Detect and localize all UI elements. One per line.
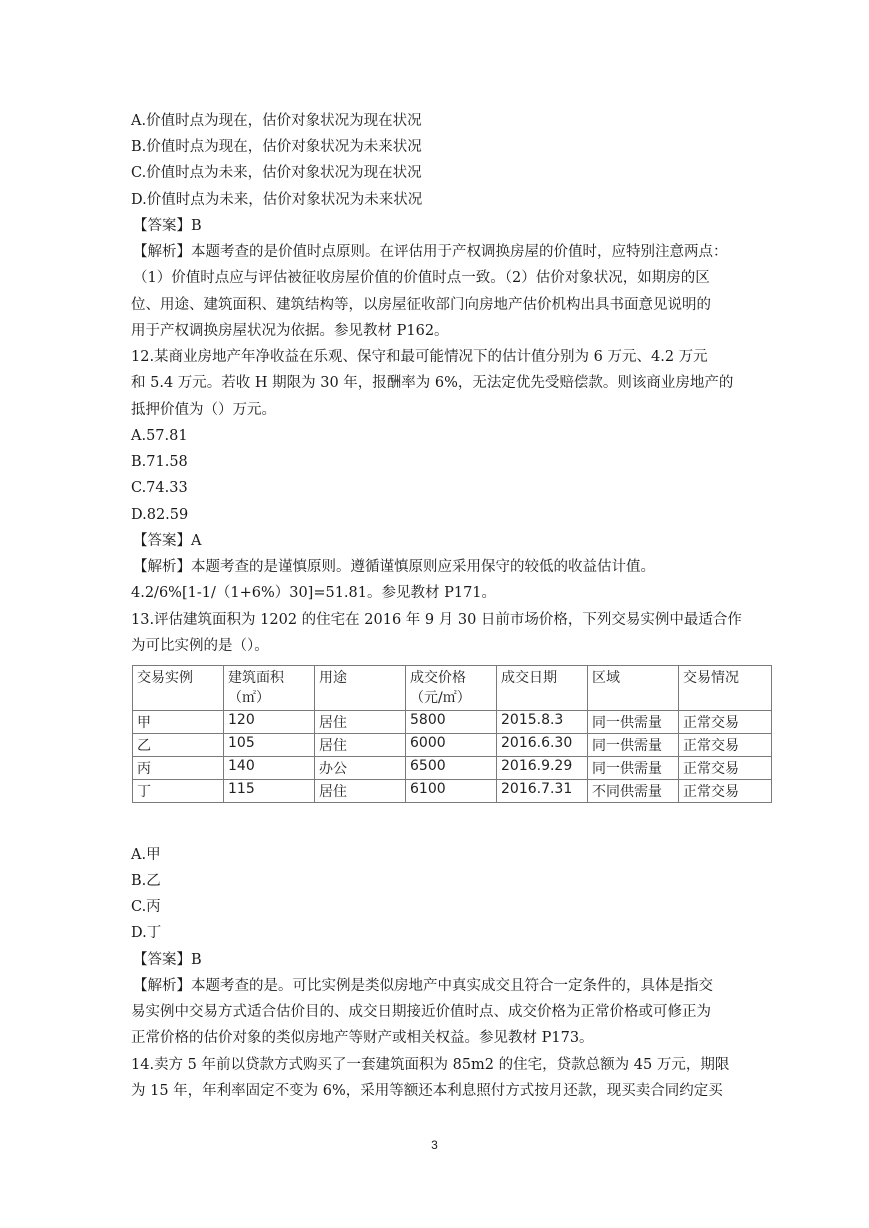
q11-option-c: C.价值时点为未来，估价对象状况为现在状况 (131, 165, 422, 181)
q12-stem-line: 和 5.4 万元。若收 H 期限为 30 年，报酬率为 6%，无法定优先受赔偿款。则该商业房地产的 (131, 375, 734, 391)
table-cell: 115 (224, 780, 315, 803)
q12-analysis-line: 【解析】本题考查的是谨慎原则。遵循谨慎原则应采用保守的较低的收益估计值。 (133, 559, 655, 575)
table-cell: 正常交易 (679, 711, 772, 734)
table-row (133, 780, 772, 803)
table-cell: 丁 (133, 780, 224, 803)
table-cell: 120 (224, 711, 315, 734)
table-cell: 不同供需量 (588, 780, 679, 803)
table-row (133, 734, 772, 757)
table-cell: 正常交易 (679, 780, 772, 803)
table-cell: 甲 (133, 711, 224, 734)
table-cell: 6000 (406, 734, 497, 757)
q12-analysis-line: 4.2/6%[1-1/（1+6%）30]=51.81。参见教材 P171。 (131, 585, 497, 601)
table-cell: 105 (224, 734, 315, 757)
table-cell: 乙 (133, 734, 224, 757)
q13-analysis-line: 正常价格的估价对象的类似房地产等财产或相关权益。参见教材 P173。 (131, 1030, 594, 1046)
q12-stem-line: 抵押价值为（）万元。 (131, 402, 276, 418)
q11-option-d: D.价值时点为未来，估价对象状况为未来状况 (131, 192, 423, 208)
col-header-date: 成交日期 (497, 666, 588, 711)
table-cell: 居住 (315, 734, 406, 757)
q11-analysis-line: （1）价值时点应与评估被征收房屋价值的价值时点一致。（2）估价对象状况，如期房的区 (133, 270, 710, 286)
table-cell: 5800 (406, 711, 497, 734)
table-cell: 2015.8.3 (497, 711, 588, 734)
table-header-row (133, 666, 772, 711)
q13-answer: 【答案】B (133, 952, 202, 968)
table-cell: 正常交易 (679, 757, 772, 780)
table-cell: 丙 (133, 757, 224, 780)
q11-option-b: B.价值时点为现在，估价对象状况为未来状况 (131, 139, 422, 155)
q12-option-a: A.57.81 (131, 428, 188, 444)
q14-stem-line: 14.卖方 5 年前以贷款方式购买了一套建筑面积为 85m2 的住宅，贷款总额为 45 万元，期限 (131, 1057, 730, 1073)
table-cell: 6100 (406, 780, 497, 803)
q12-answer: 【答案】A (133, 533, 202, 549)
table-cell: 同一供需量 (588, 757, 679, 780)
table-cell: 140 (224, 757, 315, 780)
q13-stem-line: 13.评估建筑面积为 1202 的住宅在 2016 年 9 月 30 日前市场价格，下列交易实例中最适合作 (131, 612, 742, 628)
transaction-examples-table (132, 665, 772, 803)
table-cell: 同一供需量 (588, 734, 679, 757)
q13-option-a: A.甲 (131, 847, 161, 863)
table-cell: 2016.7.31 (497, 780, 588, 803)
q12-option-b: B.71.58 (131, 454, 188, 470)
q13-option-b: B.乙 (131, 873, 161, 889)
table-cell: 同一供需量 (588, 711, 679, 734)
q12-option-c: C.74.33 (131, 480, 188, 496)
table-row (133, 757, 772, 780)
col-header-use: 用途 (315, 666, 406, 711)
col-header-area: 建筑面积 （㎡） (224, 666, 315, 711)
col-header-example: 交易实例 (133, 666, 224, 711)
page-number: 3 (431, 1138, 438, 1152)
q11-analysis-line: 【解析】本题考查的是价值时点原则。在评估用于产权调换房屋的价值时，应特别注意两点： (133, 244, 728, 260)
table-row (133, 711, 772, 734)
table-cell: 2016.6.30 (497, 734, 588, 757)
q13-option-c: C.丙 (131, 899, 161, 915)
q13-analysis-line: 易实例中交易方式适合估价目的、成交日期接近价值时点、成交价格为正常价格或可修正为 (131, 1004, 711, 1020)
q13-analysis-line: 【解析】本题考查的是。可比实例是类似房地产中真实成交且符合一定条件的，具体是指交 (133, 978, 713, 994)
q14-stem-line: 为 15 年，年利率固定不变为 6%，采用等额还本利息照付方式按月还款，现买卖合同约定买 (131, 1083, 723, 1099)
table-cell: 居住 (315, 780, 406, 803)
table-cell: 居住 (315, 711, 406, 734)
q11-analysis-line: 位、用途、建筑面积、建筑结构等，以房屋征收部门向房地产估价机构出具书面意见说明的 (131, 297, 711, 313)
q11-analysis-line: 用于产权调换房屋状况为依据。参见教材 P162。 (131, 323, 449, 339)
q12-option-d: D.82.59 (131, 507, 189, 523)
q11-answer: 【答案】B (133, 218, 202, 234)
table-cell: 正常交易 (679, 734, 772, 757)
col-header-price: 成交价格 （元/㎡） (406, 666, 497, 711)
col-header-region: 区域 (588, 666, 679, 711)
col-header-situation: 交易情况 (679, 666, 772, 711)
q12-stem-line: 12.某商业房地产年净收益在乐观、保守和最可能情况下的估计值分别为 6 万元、4.2 万元 (131, 349, 708, 365)
table-cell: 办公 (315, 757, 406, 780)
q13-stem-line: 为可比实例的是（）。 (131, 638, 269, 654)
q13-option-d: D.丁 (131, 925, 162, 941)
q11-option-a: A.价值时点为现在，估价对象状况为现在状况 (131, 113, 422, 129)
table-cell: 6500 (406, 757, 497, 780)
table-cell: 2016.9.29 (497, 757, 588, 780)
